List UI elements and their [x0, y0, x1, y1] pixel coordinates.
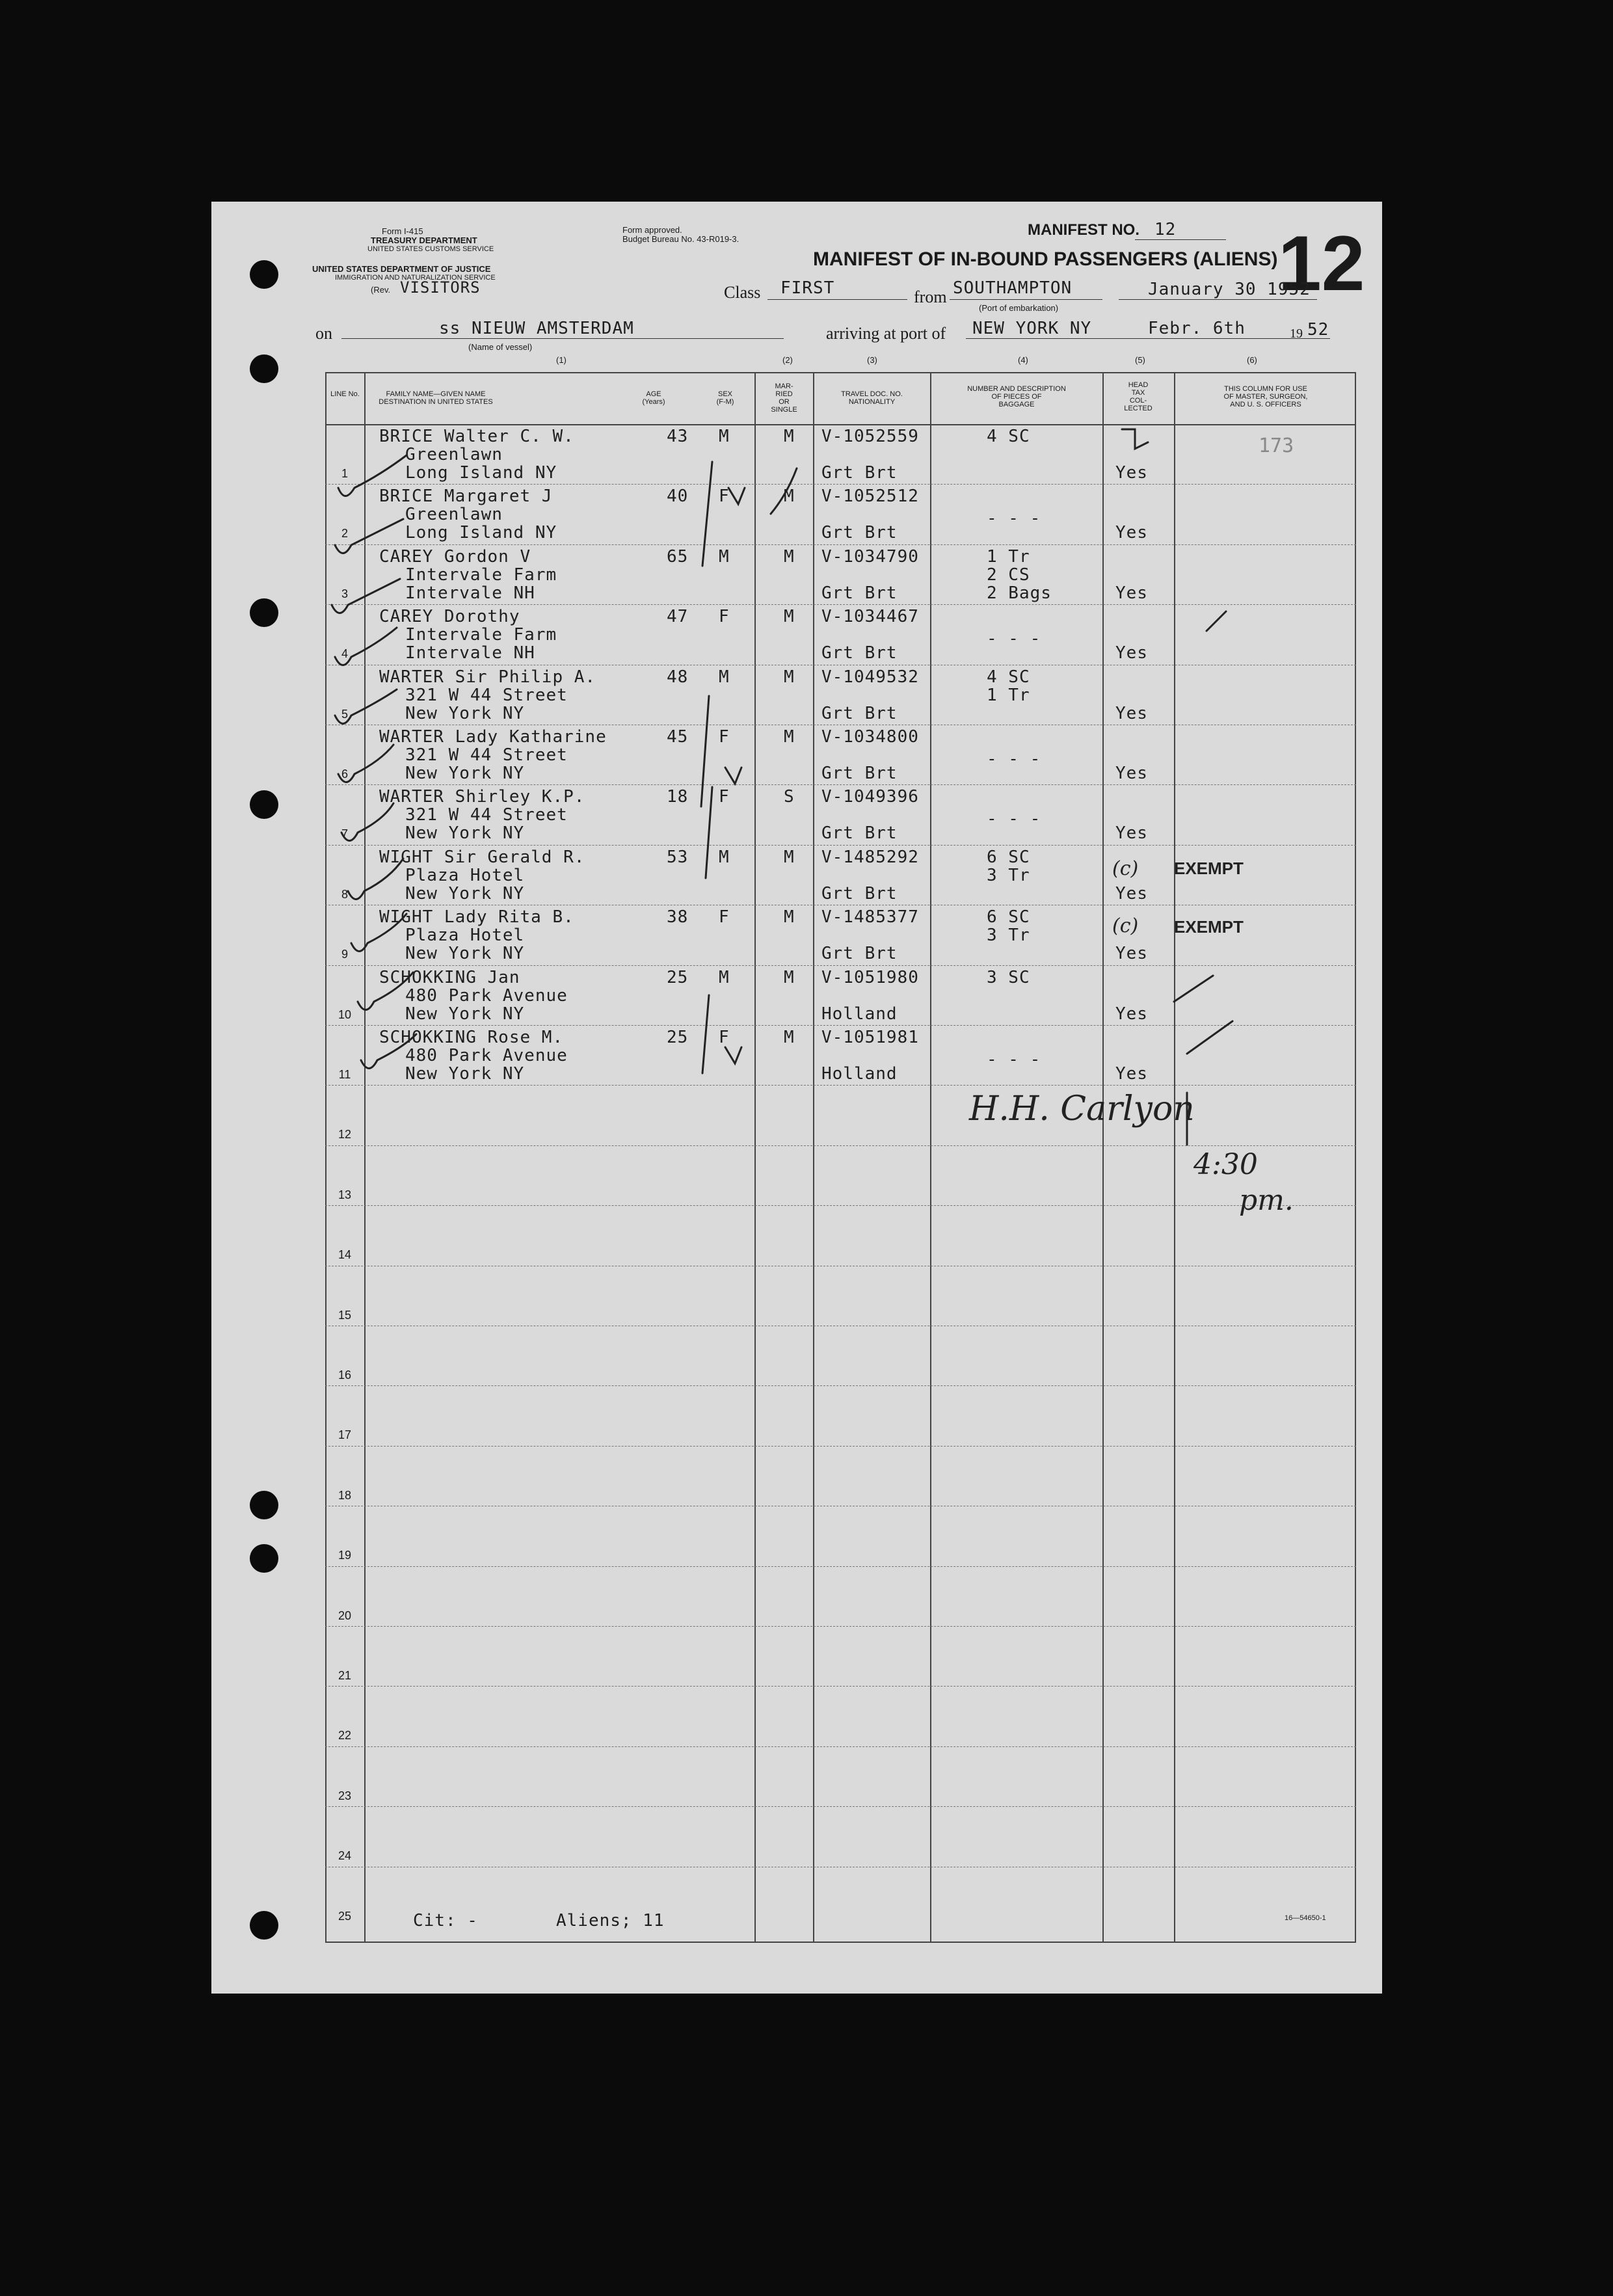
baggage-item: 3 SC [987, 967, 1030, 987]
address-line-1: 321 W 44 Street [405, 805, 568, 825]
head-tax: Yes [1115, 523, 1148, 543]
treasury-dept: TREASURY DEPARTMENT [371, 235, 477, 245]
row-divider [325, 1446, 1356, 1447]
visitors-stamp: VISITORS [400, 278, 481, 297]
exempt-mark-9: EXEMPT [1174, 917, 1244, 937]
address-line-2: New York NY [405, 1004, 525, 1024]
travel-doc-number: V-1052559 [821, 427, 919, 446]
arrival-port: NEW YORK NY [972, 319, 1092, 338]
header-officers: THIS COLUMN FOR USE OF MASTER, SURGEON, AND U. S. OFFICERS [1223, 385, 1308, 408]
col-number-3: (3) [867, 355, 877, 365]
age: 40 [667, 487, 689, 507]
row-divider [325, 1085, 1356, 1086]
header-married: MAR- RIED OR SINGLE [771, 382, 797, 414]
sex: F [719, 907, 730, 928]
baggage-item: 2 CS [987, 565, 1030, 585]
line-number: 2 [341, 527, 348, 541]
form-number: Form I-415 [382, 226, 423, 236]
row-divider [325, 1746, 1356, 1747]
baggage-item: 3 Tr [987, 926, 1030, 946]
line-number: 18 [338, 1488, 352, 1502]
arrival-year: 52 [1307, 320, 1329, 340]
c-mark-9: (c) [1112, 914, 1139, 937]
age: 25 [667, 967, 689, 987]
manifest-no-stamp: 12 [1278, 220, 1365, 307]
col-number-1: (1) [556, 355, 567, 365]
sex: F [719, 787, 730, 807]
sex: F [719, 607, 730, 627]
nationality: Grt Brt [821, 643, 898, 663]
travel-doc-number: V-1485292 [821, 847, 919, 867]
marital-status: M [784, 1028, 795, 1047]
line-number: 20 [338, 1609, 352, 1622]
punch-hole [250, 354, 278, 383]
head-tax: Yes [1115, 883, 1148, 903]
class-value: FIRST [780, 278, 835, 298]
line-number: 3 [341, 587, 348, 600]
on-label: on [315, 324, 332, 343]
travel-doc-number: V-1049532 [821, 667, 919, 687]
address-line-1: Plaza Hotel [405, 926, 525, 946]
address-line-1: 480 Park Avenue [405, 1046, 568, 1065]
baggage-item: 1 Tr [987, 685, 1030, 705]
sex: F [719, 727, 730, 747]
age: 38 [667, 907, 689, 928]
address-line-2: New York NY [405, 823, 525, 844]
passenger-name: WARTER Sir Philip A. [379, 667, 596, 687]
passenger-name: BRICE Walter C. W. [379, 427, 574, 446]
arrival-year-prefix: 19 [1290, 327, 1303, 341]
row-divider [325, 544, 1356, 545]
head-tax: Yes [1115, 703, 1148, 723]
address-line-1: Greenlawn [405, 445, 503, 464]
nationality: Grt Brt [821, 583, 898, 603]
row-divider [325, 1385, 1356, 1386]
line-number: 7 [341, 827, 348, 841]
marital-status: M [784, 427, 795, 446]
baggage-item: 4 SC [987, 667, 1030, 687]
baggage-item: - - - [987, 509, 1041, 529]
passenger-name: SCHOKKING Rose M. [379, 1028, 564, 1047]
nationality: Grt Brt [821, 823, 898, 844]
rev-label: (Rev. [371, 285, 391, 295]
address-line-2: New York NY [405, 1064, 525, 1084]
line-number: 22 [338, 1729, 352, 1742]
arriving-label: arriving at port of [826, 324, 946, 343]
departure-date: January 30 1952 [1148, 280, 1311, 299]
col-number-4: (4) [1018, 355, 1028, 365]
travel-doc-number: V-1049396 [821, 787, 919, 807]
line-number: 1 [341, 467, 348, 480]
vessel-caption: (Name of vessel) [468, 342, 533, 352]
line-number: 16 [338, 1368, 352, 1382]
row-divider [325, 484, 1356, 485]
baggage-item: 6 SC [987, 907, 1030, 928]
line-number: 11 [338, 1068, 351, 1081]
line-number: 5 [341, 707, 348, 721]
passenger-name: CAREY Dorothy [379, 607, 520, 627]
line-number: 12 [338, 1128, 352, 1141]
sex: F [719, 487, 730, 507]
sex: M [719, 667, 730, 687]
line-number: 25 [338, 1909, 352, 1923]
address-line-2: New York NY [405, 944, 525, 964]
head-tax: Yes [1115, 1064, 1148, 1084]
header-sex: SEX (F-M) [716, 390, 734, 406]
line-number: 24 [338, 1849, 352, 1863]
port-embarkation-caption: (Port of embarkation) [979, 303, 1059, 313]
row-divider [325, 1566, 1356, 1567]
form-approved: Form approved. [622, 225, 682, 235]
time-note-pm: pm. [1239, 1184, 1294, 1217]
age: 48 [667, 667, 689, 687]
budget-bureau: Budget Bureau No. 43-R019-3. [622, 234, 740, 244]
line-number: 8 [341, 887, 348, 901]
line-number: 21 [338, 1669, 352, 1682]
nationality: Grt Brt [821, 463, 898, 483]
inspector-signature: H.H. Carlyon [969, 1089, 1195, 1128]
passenger-name: WIGHT Sir Gerald R. [379, 847, 585, 867]
arrival-date: Febr. 6th [1148, 319, 1246, 338]
row-divider [325, 965, 1356, 966]
manifest-sheet [211, 202, 1382, 1994]
line-number: 9 [341, 948, 348, 961]
nationality: Grt Brt [821, 523, 898, 543]
address-line-2: New York NY [405, 703, 525, 723]
time-note: 4:30 [1193, 1148, 1258, 1181]
header-age: AGE (Years) [642, 390, 665, 406]
head-tax: Yes [1115, 1004, 1148, 1024]
passenger-name: BRICE Margaret J [379, 487, 553, 507]
class-label: Class [724, 283, 761, 302]
baggage-item: 3 Tr [987, 865, 1030, 885]
exempt-mark-8: EXEMPT [1174, 859, 1244, 878]
header-name: FAMILY NAME—GIVEN NAME DESTINATION IN UNITED STATES [379, 390, 493, 406]
travel-doc-number: V-1052512 [821, 487, 919, 507]
head-tax: Yes [1115, 764, 1148, 783]
sex: F [719, 1028, 730, 1047]
travel-doc-number: V-1051980 [821, 967, 919, 987]
justice-dept: UNITED STATES DEPARTMENT OF JUSTICE [312, 264, 491, 274]
head-tax: Yes [1115, 823, 1148, 844]
travel-doc-number: V-1034790 [821, 546, 919, 567]
baggage-item: 4 SC [987, 427, 1030, 446]
line-number: 10 [338, 1008, 352, 1021]
row-divider [325, 784, 1356, 785]
address-line-1: 480 Park Avenue [405, 985, 568, 1006]
age: 43 [667, 427, 689, 446]
passenger-name: WARTER Shirley K.P. [379, 787, 585, 807]
passenger-name: SCHOKKING Jan [379, 967, 520, 987]
punch-hole [250, 1491, 278, 1519]
passenger-name: CAREY Gordon V [379, 546, 531, 567]
c-mark-8: (c) [1112, 857, 1139, 880]
punch-hole [250, 1544, 278, 1573]
marital-status: M [784, 607, 795, 627]
baggage-item: 2 Bags [987, 583, 1052, 603]
age: 65 [667, 546, 689, 567]
punch-hole [250, 1911, 278, 1940]
age: 25 [667, 1028, 689, 1047]
marital-status: M [784, 727, 795, 747]
baggage-item: 1 Tr [987, 546, 1030, 567]
row-divider [325, 1806, 1356, 1807]
row-divider [325, 1025, 1356, 1026]
nationality: Grt Brt [821, 883, 898, 903]
passenger-name: WIGHT Lady Rita B. [379, 907, 574, 928]
travel-doc-number: V-1485377 [821, 907, 919, 928]
officer-note-173: 173 [1259, 434, 1294, 457]
address-line-1: Plaza Hotel [405, 865, 525, 885]
col-number-6: (6) [1247, 355, 1257, 365]
col-number-5: (5) [1135, 355, 1145, 365]
address-line-1: Greenlawn [405, 505, 503, 525]
baggage-item: - - - [987, 629, 1041, 649]
row-divider [325, 845, 1356, 846]
row-divider [325, 604, 1356, 605]
line-number: 23 [338, 1789, 352, 1802]
baggage-item: 6 SC [987, 847, 1030, 867]
manifest-no-label: MANIFEST NO. [1028, 221, 1140, 239]
row-divider [325, 1205, 1356, 1206]
line-number: 13 [338, 1188, 352, 1201]
header-line-no: LINE No. [330, 390, 360, 398]
footer-citizens: Cit: - [413, 1911, 478, 1930]
nationality: Grt Brt [821, 703, 898, 723]
passenger-name: WARTER Lady Katharine [379, 727, 607, 747]
nationality: Holland [821, 1004, 898, 1024]
line-number: 15 [338, 1308, 352, 1322]
head-tax: Yes [1115, 944, 1148, 964]
footer-aliens: Aliens; 11 [556, 1911, 665, 1930]
travel-doc-number: V-1034800 [821, 727, 919, 747]
vessel-name: ss NIEUW AMSTERDAM [439, 319, 634, 338]
travel-doc-number: V-1051981 [821, 1028, 919, 1047]
customs-service: UNITED STATES CUSTOMS SERVICE [367, 245, 494, 253]
nationality: Grt Brt [821, 764, 898, 783]
sex: M [719, 427, 730, 446]
row-divider [325, 1145, 1356, 1146]
address-line-2: Intervale NH [405, 583, 535, 603]
marital-status: M [784, 907, 795, 928]
sex: M [719, 546, 730, 567]
header-baggage: NUMBER AND DESCRIPTION OF PIECES OF BAGGAGE [967, 385, 1066, 408]
row-divider [325, 1686, 1356, 1687]
head-tax: Yes [1115, 583, 1148, 603]
address-line-2: Long Island NY [405, 463, 557, 483]
sex: M [719, 967, 730, 987]
age: 47 [667, 607, 689, 627]
address-line-1: 321 W 44 Street [405, 745, 568, 765]
address-line-1: Intervale Farm [405, 625, 557, 645]
marital-status: S [784, 787, 795, 807]
print-code: 16—54650-1 [1285, 1914, 1326, 1922]
line-number: 6 [341, 768, 348, 781]
from-value: SOUTHAMPTON [953, 278, 1073, 298]
marital-status: M [784, 967, 795, 987]
line-number: 14 [338, 1248, 352, 1262]
age: 18 [667, 787, 689, 807]
baggage-item: - - - [987, 749, 1041, 769]
travel-doc-number: V-1034467 [821, 607, 919, 627]
address-line-1: Intervale Farm [405, 565, 557, 585]
header-head-tax: HEAD TAX COL- LECTED [1124, 381, 1153, 412]
ins-service: IMMIGRATION AND NATURALIZATION SERVICE [335, 274, 496, 282]
line-number: 19 [338, 1549, 352, 1562]
nationality: Holland [821, 1064, 898, 1084]
header-separator [325, 424, 1356, 425]
from-label: from [914, 287, 947, 306]
manifest-no-value: 12 [1154, 220, 1177, 239]
punch-hole [250, 598, 278, 627]
marital-status: M [784, 667, 795, 687]
address-line-2: New York NY [405, 764, 525, 783]
marital-status: M [784, 847, 795, 867]
row-divider [325, 1626, 1356, 1627]
punch-hole [250, 790, 278, 819]
baggage-item: - - - [987, 809, 1041, 829]
address-line-2: Long Island NY [405, 523, 557, 543]
age: 53 [667, 847, 689, 867]
head-tax: Yes [1115, 643, 1148, 663]
col-number-2: (2) [782, 355, 793, 365]
address-line-2: Intervale NH [405, 643, 535, 663]
baggage-item: - - - [987, 1050, 1041, 1069]
address-line-2: New York NY [405, 883, 525, 903]
head-tax: Yes [1115, 463, 1148, 483]
marital-status: M [784, 546, 795, 567]
marital-status: M [784, 487, 795, 507]
address-line-1: 321 W 44 Street [405, 685, 568, 705]
age: 45 [667, 727, 689, 747]
line-number: 17 [338, 1428, 352, 1442]
header-travel-doc: TRAVEL DOC. NO. NATIONALITY [841, 390, 903, 406]
line-number: 4 [341, 647, 348, 661]
nationality: Grt Brt [821, 944, 898, 964]
sex: M [719, 847, 730, 867]
manifest-title: MANIFEST OF IN-BOUND PASSENGERS (ALIENS) [813, 248, 1278, 270]
punch-hole [250, 260, 278, 289]
